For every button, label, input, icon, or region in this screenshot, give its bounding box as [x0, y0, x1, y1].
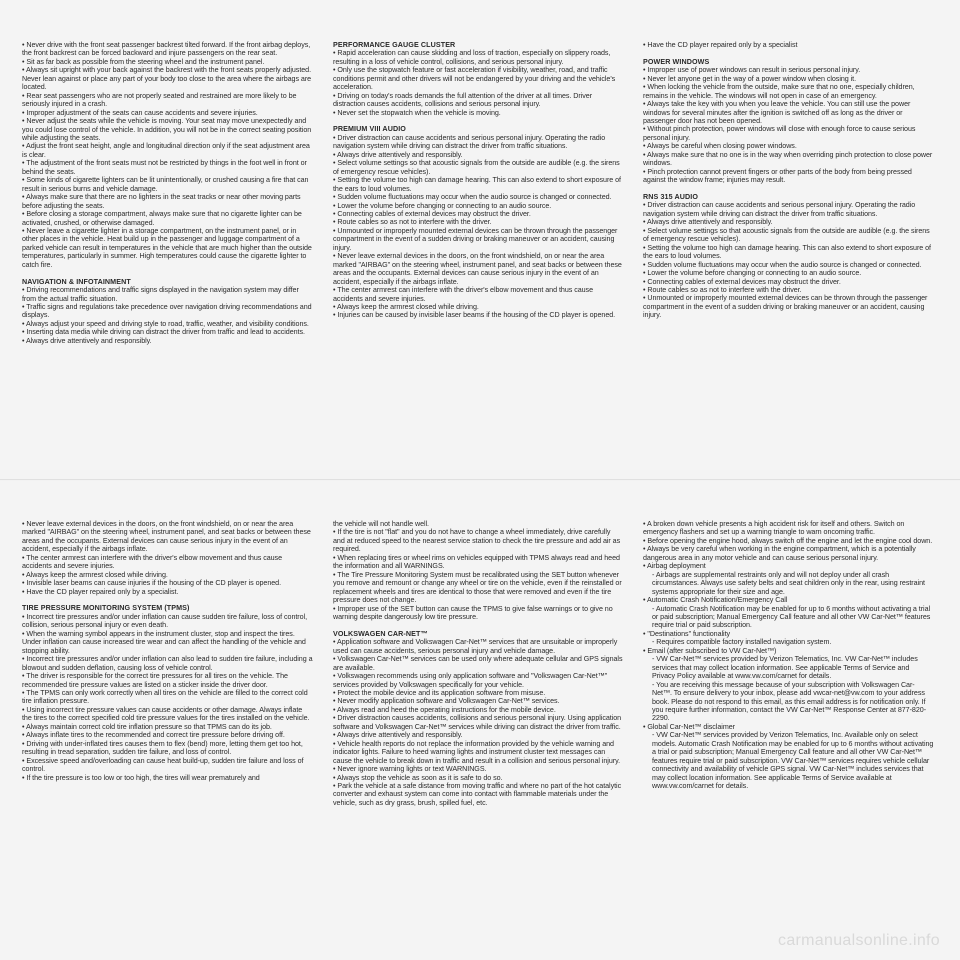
- bullet-item: • Rapid acceleration can cause skidding and loss of traction, especially on slippery roads, resulting in a loss of vehicle control, collisions, and serious personal injury.: [333, 49, 611, 66]
- bullet-item: • Always maintain correct cold tire inflation pressure so that TPMS can do its job.: [22, 722, 272, 731]
- sub-item: - Requires compatible factory installed navigation system.: [652, 638, 832, 647]
- bullet-item: • Always take the key with you when you leave the vehicle. You can still use the power windows for several minutes after the ignition is switched off as long as the driver or passenger door has not been opened.: [643, 100, 911, 126]
- bullet-item: • Using incorrect tire pressure values can cause accidents or other damage. Always inflate the tires to the correct specified cold tire pressure values for the tires installed on the vehicle.: [22, 705, 310, 723]
- bullet-item: • Airbag deployment: [643, 562, 706, 571]
- bottom-column-3: [643, 520, 934, 791]
- bullet-item: • Never modify application software and Volkswagen Car-Net™ services.: [333, 697, 560, 706]
- bullet-item: • If the tire pressure is too low or too high, the tires will wear prematurely and: [22, 773, 260, 782]
- bullet-item: • Sit as far back as possible from the steering wheel and the instrument panel.: [22, 57, 265, 66]
- bullet-item: • Inserting data media while driving can distract the driver from traffic and lead to accidents.: [22, 328, 305, 337]
- bullet-item: • When the warning symbol appears in the instrument cluster, stop and inspect the tires. Under inflation can cause increased tire wear and can affect the handling of the vehicle and stopping ability.: [22, 629, 306, 655]
- bullet-item: • Before closing a storage compartment, always make sure that no cigarette lighter can be activated, crushed, or otherwise damaged.: [22, 210, 302, 227]
- bullet-item: • Park the vehicle at a safe distance from moving traffic and where no part of the hot catalytic converter and exhaust system can come into contact with flammable materials under the vehicle, such as dry grass, brush, spilled fuel, etc.: [333, 781, 622, 807]
- bullet-item: • Always keep the armrest closed while driving.: [333, 302, 479, 311]
- bullet-item: • Without pinch protection, power windows will close with enough force to cause serious personal injury.: [643, 125, 916, 142]
- bullet-item: • Always keep the armrest closed while driving.: [22, 570, 168, 579]
- bullet-item: • Improper use of power windows can result in serious personal injury.: [643, 66, 861, 75]
- bullet-item: • Route cables so as not to interfere with the driver.: [333, 218, 492, 227]
- bullet-item: • Always drive attentively and responsibly.: [333, 731, 463, 740]
- bullet-item: • Always make sure that there are no lighters in the seat tracks or near other moving parts before adjusting the seats.: [22, 193, 301, 210]
- bullet-item: • Always read and heed the operating instructions for the mobile device.: [333, 705, 556, 714]
- section-heading: PERFORMANCE GAUGE CLUSTER: [333, 41, 456, 49]
- section-heading: PREMIUM VIII AUDIO: [333, 125, 406, 134]
- bullet-item: the vehicle will not handle well.: [333, 520, 429, 528]
- bullet-item: • Always drive attentively and responsibly.: [22, 336, 152, 345]
- bullet-item: • Always drive attentively and responsibly.: [643, 218, 773, 227]
- sub-item: - You are receiving this message because of your subscription with Volkswagen Car-Net™. To ensure delivery to your inbox, please add vwcar-net@vw.com to your address book. Please do not respond to this email, as this email address is for notification only. If you require further information, contact the VW Car-Net™ Response Center at 877-820-2290.: [652, 680, 927, 723]
- top-column-3: [643, 41, 934, 320]
- bullet-item: • Vehicle health reports do not replace the information provided by the vehicle warning and indicator lights. Failure to heed warning lights and instrument cluster text messages can cause the vehicle to break down in traffic and result in a collision and serious personal injury.: [333, 739, 621, 765]
- bullet-item: • Select volume settings so that acoustic signals from the outside are audible (e.g. the sirens of emergency rescue vehicles).: [333, 159, 620, 176]
- bullet-item: • Email (after subscribed to VW Car-Net™): [643, 646, 777, 655]
- bullet-item: • Lower the volume before changing or connecting to an audio source.: [333, 201, 552, 210]
- bullet-item: • Rear seat passengers who are not properly seated and restrained are more likely to be seriously injured in a crash.: [22, 91, 297, 109]
- bullet-item: • Incorrect tire pressures and/or under inflation can cause sudden tire failure, loss of control, collision, serious personal injury or even death.: [22, 612, 308, 630]
- bullet-item: • Always be very careful when working in the engine compartment, which is a potentially dangerous area in any motor vehicle and can cause serious personal injury.: [643, 545, 916, 562]
- bullet-item: • Always drive attentively and responsibly.: [333, 150, 463, 159]
- watermark: carmanualsonline.info: [778, 932, 940, 949]
- bullet-item: • The center armrest can interfere with the driver's elbow movement and thus cause accidents and severe injuries.: [22, 553, 282, 571]
- bullet-item: • Never leave external devices in the doors, on the front windshield, on or near the area marked "AIRBAG" on the steering wheel, instrument panel, and seat backs or between these areas and the occupants. External devices can cause serious injury in the event of an accident, especially if the airbags inflate.: [333, 252, 622, 286]
- bullet-item: • If the tire is not "flat" and you do not have to change a wheel immediately, drive carefully and at reduced speed to the nearest service station to check the tire pressure and add air as required.: [333, 528, 621, 554]
- bullet-item: • A broken down vehicle presents a high accident risk for itself and others. Switch on emergency flashers and set up a warning triangle to warn oncoming traffic.: [643, 520, 905, 537]
- bullet-item: • Application software and Volkswagen Car-Net™ services that are unsuitable or improperly used can cause accidents, serious personal injury and vehicle damage.: [333, 638, 618, 655]
- bullet-item: • Driving with under-inflated tires causes them to flex (bend) more, letting them get too hot, resulting in tread separation, sudden tire failure, and loss of control.: [22, 739, 303, 757]
- bullet-item: • Connecting cables of external devices may obstruct the driver.: [643, 277, 841, 286]
- bullet-item: • Only use the stopwatch feature or fast acceleration if visibility, weather, road, and traffic conditions permit and other drivers will not be endangered by your driving and the vehicle's acceleration.: [333, 66, 616, 92]
- bullet-item: • Never adjust the seats while the vehicle is moving. Your seat may move unexpectedly and you could lose control of the vehicle. In addition, you will not be in the correct seating position while adjusting the seats.: [22, 117, 312, 142]
- bullet-item: • Protect the mobile device and its application software from misuse.: [333, 689, 546, 697]
- bullet-item: • Pinch protection cannot prevent fingers or other parts of the body from being pressed against the window frame; injuries may result.: [643, 167, 912, 185]
- bullet-item: • Never leave external devices in the doors, on the front windshield, on or near the area marked "AIRBAG" on the steering wheel, instrument panel, and seat backs or between these areas and the occupants. External devices can cause serious injury in the event of an accident, especially if the airbags inflate.: [22, 520, 311, 554]
- bullet-item: • Never ignore warning lights or text WARNINGS.: [333, 765, 487, 774]
- bullet-item: • Driver distraction can cause accidents and serious personal injury. Operating the radio navigation system while driving can distract the driver from traffic situations.: [643, 201, 916, 218]
- bullet-item: • Unmounted or improperly mounted external devices can be thrown through the passenger compartment in the event of a sudden driving or braking maneuver or an accident, causing injury.: [643, 294, 928, 320]
- bullet-item: • Unmounted or improperly mounted external devices can be thrown through the passenger compartment in the event of a sudden driving or braking maneuver or an accident, causing injury.: [333, 226, 618, 252]
- bullet-item: • Sudden volume fluctuations may occur when the audio source is changed or connected.: [643, 260, 922, 269]
- bullet-item: • Global Car-Net™ disclaimer: [643, 722, 735, 731]
- bullet-item: • The adjustment of the front seats must not be restricted by things in the foot well in front or behind the seats.: [22, 159, 307, 176]
- bullet-item: • Have the CD player repaired only by a specialist.: [22, 587, 179, 596]
- bullet-item: • Have the CD player repaired only by a specialist: [643, 41, 798, 49]
- bullet-item: • Some kinds of cigarette lighters can be lit unintentionally, or crushed causing a fire that can result in serious burns and vehicle damage.: [22, 176, 309, 193]
- bullet-item: • Setting the volume too high can damage hearing. This can also extend to short exposure of the ears to loud volumes.: [333, 176, 621, 193]
- bullet-item: • When replacing tires or wheel rims on vehicles equipped with TPMS always read and heed the information and all WARNINGS.: [333, 553, 620, 571]
- bullet-item: • Always stop the vehicle as soon as it is safe to do so.: [333, 773, 503, 782]
- section-heading: NAVIGATION & INFOTAINMENT: [22, 277, 131, 286]
- bullet-item: • "Destinations" functionality: [643, 629, 731, 638]
- bullet-item: • Automatic Crash Notification/Emergency Call: [643, 596, 788, 605]
- bullet-item: • Excessive speed and/overloading can cause heat build-up, sudden tire failure and loss of control.: [22, 756, 304, 774]
- bullet-item: • Never set the stopwatch when the vehicle is moving.: [333, 108, 501, 117]
- bullet-item: • Never leave a cigarette lighter in a storage compartment, on the instrument panel, or in other places in the vehicle. Heat build up in the passenger and luggage compartment of a parked vehicle can result in temperatures in the vehicle that are much higher than the outside temperatures, particularly in summer. High temperatures could cause the cigarette lighter to catch fire.: [22, 226, 312, 269]
- bullet-item: • Select volume settings so that acoustic signals from the outside are audible (e.g. the sirens of emergency rescue vehicles).: [643, 226, 930, 244]
- bullet-item: • Injuries can be caused by invisible laser beams if the housing of the CD player is opened.: [333, 311, 616, 320]
- top-column-2: [333, 41, 624, 320]
- sub-item: - Airbags are supplemental restraints only and will not deploy under all crash circumstances. Always use safety belts and seat children only in the rear, using restraint systems appropriate for their size and age.: [652, 570, 925, 596]
- bullet-item: • Always sit upright with your back against the backrest with the front seats properly adjusted. Never lean against or place any part of your body too close to the area where the airbags are located.: [22, 66, 312, 92]
- bullet-item: • Never drive with the front seat passenger backrest tilted forward. If the front airbag deploys, the front backrest can be forced backward and injure passengers on the rear seat.: [22, 41, 311, 58]
- bullet-item: • Connecting cables of external devices may obstruct the driver.: [333, 210, 531, 218]
- section-heading: POWER WINDOWS: [643, 57, 710, 66]
- bullet-item: • Always inflate tires to the recommended and correct tire pressure before driving off.: [22, 731, 285, 740]
- bullet-item: • Route cables so as not to interfere with the driver.: [643, 286, 802, 295]
- bullet-item: • Improper adjustment of the seats can cause accidents and severe injuries.: [22, 108, 258, 117]
- bullet-item: • Setting the volume too high can damage hearing. This can also extend to short exposure of the ears to loud volumes.: [643, 243, 931, 261]
- bullet-item: • Volkswagen Car-Net™ services can be used only where adequate cellular and GPS signals are available.: [333, 655, 623, 672]
- bullet-item: • Always make sure that no one is in the way when overriding pinch protection to close power windows.: [643, 150, 933, 168]
- bullet-item: • Invisible laser beams can cause injuries if the housing of the CD player is opened.: [22, 579, 282, 588]
- section-heading: VOLKSWAGEN CAR-NET™: [333, 629, 428, 638]
- sub-item: - VW Car-Net™ services provided by Verizon Telematics, Inc. Available only on select models. Automatic Crash Notification may be enabled for up to 6 months without activating a trial or paid subscription; Manual Emergency Call feature and all other VW Car-Net™ features require trial or paid subscription. VW Car-Net™ services requires vehicle cellular connectivity and availability of vehicle GPS signal. VW Car-Net™ includes services that may collect location information. See applicable Terms of Service available at www.vw.com/carnet for details.: [652, 731, 934, 791]
- bullet-item: • The TPMS can only work correctly when all tires on the vehicle are filled to the correct cold tire inflation pressure.: [22, 689, 308, 706]
- bottom-panel: [0, 481, 960, 960]
- bullet-item: • Sudden volume fluctuations may occur when the audio source is changed or connected.: [333, 193, 612, 202]
- bullet-item: • The Tire Pressure Monitoring System must be recalibrated using the SET button whenever you remove and remount or change any wheel or tire on the vehicle, even if the reinstalled or replacement wheels and tires are identical to those that were removed and even if the tire pressure does not change.: [333, 570, 622, 605]
- bullet-item: • Lower the volume before changing or connecting to an audio source.: [643, 269, 862, 278]
- section-heading: TIRE PRESSURE MONITORING SYSTEM (TPMS): [22, 604, 190, 613]
- bullet-item: • Driver distraction can cause accidents and serious personal injury. Operating the radio navigation system while driving can distract the driver from traffic situations.: [333, 133, 606, 151]
- bullet-item: • Always adjust your speed and driving style to road, traffic, weather, and visibility conditions.: [22, 319, 309, 328]
- bullet-item: • Never let anyone get in the way of a power window when closing it.: [643, 74, 857, 83]
- bullet-item: • The center armrest can interfere with the driver's elbow movement and thus cause accidents and severe injuries.: [333, 286, 593, 303]
- sub-item: - VW Car-Net™ services provided by Verizon Telematics, Inc. VW Car-Net™ includes services that may collect location information. See applicable Terms of Service and Privacy Policy available at www.vw.com/carnet for details.: [652, 655, 918, 681]
- bullet-item: • Before opening the engine hood, always switch off the engine and let the engine cool down.: [643, 536, 933, 545]
- bullet-item: • Traffic signs and regulations take precedence over navigation driving recommendations and displays.: [22, 302, 312, 320]
- top-column-1: [22, 41, 313, 345]
- bullet-item: • Incorrect tire pressures and/or under inflation can also lead to sudden tire failure, including a blowout and sudden deflation, causing loss of vehicle control.: [22, 655, 313, 672]
- section-heading: RNS 315 AUDIO: [643, 193, 699, 202]
- sub-item: - Automatic Crash Notification may be enabled for up to 6 months without activating a trial or paid subscription; Manual Emergency Call feature and all other VW Car-Net™ features require trial or paid subscription.: [652, 604, 931, 630]
- bullet-item: • Driving recommendations and traffic signs displayed in the navigation system may differ from the actual traffic situation.: [22, 286, 299, 303]
- bullet-item: • When locking the vehicle from the outside, make sure that no one, especially children, remains in the vehicle. The windows will not open in case of an emergency.: [643, 83, 915, 100]
- bullet-item: • Always be careful when closing power windows.: [643, 142, 797, 151]
- bottom-column-1: [22, 520, 313, 782]
- bullet-item: • Adjust the front seat height, angle and longitudinal direction only if the seat adjustment area is clear.: [22, 142, 310, 159]
- bottom-column-2: [333, 520, 624, 807]
- bullet-item: • Driver distraction causes accidents, collisions and serious personal injury. Using application software and Volkswagen Car-Net™ services while driving can distract the driver from traffic.: [333, 714, 622, 731]
- bullet-item: • The driver is responsible for the correct tire pressures for all tires on the vehicle. The recommended tire pressure values are listed on a sticker inside the driver door.: [22, 672, 288, 689]
- bullet-item: • Improper use of the SET button can cause the TPMS to give false warnings or to give no warning despite dangerously low tire pressure.: [333, 604, 613, 621]
- bullet-item: • Volkswagen recommends using only application software and "Volkswagen Car-Net™" services provided by Volkswagen specifically for your vehicle.: [333, 672, 608, 689]
- bullet-item: • Driving on today's roads demands the full attention of the driver at all times. Driver distraction causes accidents, collisions and serious personal injury.: [333, 91, 593, 109]
